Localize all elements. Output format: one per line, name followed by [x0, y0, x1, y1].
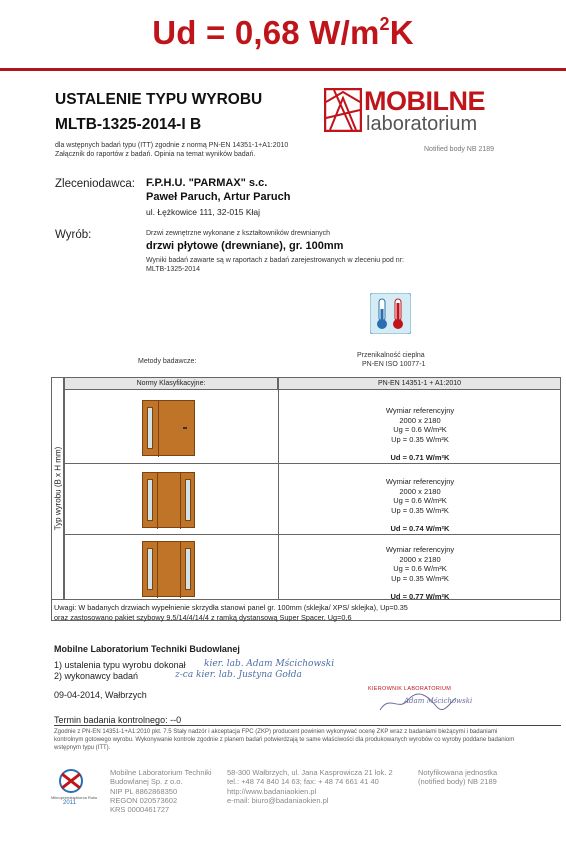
door-image-1: [142, 400, 195, 456]
row-3-values: Wymiar referencyjny 2000 x 2180 Ug = 0.6 W/m²K Up = 0.35 W/m²K Ud = 0.77 W/m²K: [279, 545, 561, 602]
signature-1: kier. lab. Adam Mścichowski: [204, 659, 335, 669]
lab-line-1: 1) ustalenia typu wyrobu dokonał: [54, 660, 186, 670]
norm-header-value: PN-EN 14351-1 + A1:2010: [278, 377, 561, 390]
side-label: Typ wyrobu (B x H mm): [53, 446, 63, 531]
client-label: Zleceniodawca:: [55, 178, 135, 190]
property-standard: PN-EN ISO 10077-1: [362, 361, 426, 368]
norm-header-label: Normy Klasyfikacyjne:: [64, 377, 278, 390]
issue-date: 09-04-2014, Wałbrzych: [54, 690, 147, 700]
table-note-2: oraz zastosowano pakiet szybowy 9,5/14/4/14/4 z ramką dystansową Super Spacer, Ug=0,6: [54, 613, 352, 622]
client-owners: Paweł Paruch, Artur Paruch: [146, 191, 291, 203]
fine-print-3: wstępnym typu (ITT).: [54, 745, 111, 751]
intro-line-1: dla wstępnych badań typu (ITT) zgodnie z normą PN-EN 14351-1+A1:2010: [55, 142, 289, 149]
signature-scribble-icon: [378, 692, 458, 714]
row-2-ud: Ud = 0.74 W/m²K: [390, 524, 450, 533]
footer-company: Mobilne Laboratorium Techniki Budowlanej Sp. z o.o. NIP PL 8862868350 REGON 020573602 KRS 0000461727: [110, 768, 212, 815]
lab-name: Mobilne Laboratorium Techniki Budowlanej: [54, 644, 240, 654]
row-3-ud: Ud = 0.77 W/m²K: [390, 592, 450, 601]
banner-title: Ud = 0,68 $W/m^2K$: [152, 14, 414, 51]
logo-text-laboratorium: laboratorium: [366, 113, 478, 135]
notified-body: Notified body NB 2189: [424, 146, 495, 153]
client-name: F.P.H.U. "PARMAX" s.c.: [146, 177, 268, 189]
stamp-signature: Adam Mścichowski: [404, 697, 473, 705]
product-desc-1: Drzwi zewnętrzne wykonane z kształtowników drewnianych: [146, 230, 331, 237]
doc-number: MLTB-1325-2014-I B: [55, 116, 202, 133]
door-image-2: [142, 472, 195, 528]
table-note-1: Uwagi: W badanych drzwiach wypełnienie skrzydła stanowi panel gr. 100mm (sklejka/ XPS/ sklejka), Up=0.35: [54, 603, 408, 612]
row-1-ud: Ud = 0.71 W/m²K: [390, 453, 450, 462]
door-image-3: [142, 541, 195, 597]
footer-notified: Notyfikowana jednostka (notified body) NB 2189: [418, 768, 498, 787]
lab-line-2: 2) wykonawcy badań: [54, 671, 139, 681]
thermal-icon: [370, 293, 411, 334]
banner-divider: [0, 68, 566, 71]
control-test-date: Termin badania kontrolnego: --0: [54, 715, 182, 725]
row-2-values: Wymiar referencyjny 2000 x 2180 Ug = 0.6 W/m²K Up = 0.35 W/m²K Ud = 0.74 W/m²K: [279, 477, 561, 534]
product-desc-2: drzwi płytowe (drewniane), gr. 100mm: [146, 240, 344, 252]
product-desc-4: MLTB-1325-2014: [146, 266, 200, 273]
methods-label: Metody badawcze:: [138, 358, 197, 365]
fine-print-1: Zgodnie z PN-EN 14351-1+A1:2010 pkt. 7.5 Stały nadzór i akceptacja FPC (ZKP) producent powinien wykonywać ocenę ZKP wraz z badaniami bieżącymi i badaniami: [54, 729, 498, 735]
signature-2: z-ca kier. lab. Justyna Gołda: [175, 670, 302, 680]
award-badge-icon: [56, 768, 86, 794]
mobilne-logo-icon: [324, 88, 362, 132]
product-desc-3: Wyniki badań zawarte są w raportach z badań zarejestrowanych w zleceniu pod nr:: [146, 257, 404, 264]
fine-print-2: kontrolnym gotowego wyrobu. Wykonywanie kontrole zgodnie z planem badań potwierdzają te same właściwości dla produkowanych wyrobów co wyroby poddane badaniom: [54, 737, 515, 743]
client-address: ul. Łężkowice 111, 32-015 Kłaj: [146, 207, 261, 217]
intro-line-2: Załącznik do raportów z badań. Opinia na temat wyników badań.: [55, 151, 256, 158]
doc-title: USTALENIE TYPU WYROBU: [55, 91, 263, 108]
row-1-values: Wymiar referencyjny 2000 x 2180 Ug = 0.6 W/m²K Up = 0.35 W/m²K Ud = 0.71 W/m²K: [279, 406, 561, 463]
logo-text-mobilne: MOBILNE: [364, 86, 485, 116]
award-year: 2011: [63, 800, 76, 806]
product-label: Wyrób:: [55, 229, 92, 241]
footer-contact: 58-300 Wałbrzych, ul. Jana Kasprowicza 21 lok. 2 tel.: +48 74 840 14 63; fax: + 48 74 661 41 40 http://www.badaniaokien.pl e-mail: biuro@badaniaokien.pl: [227, 768, 393, 805]
award-text: Mikroprzedsiębiorca Roku: [51, 795, 98, 800]
property-name: Przenikalność cieplna: [357, 352, 425, 359]
stamp-title: KIEROWNIK LABORATORIUM: [368, 686, 452, 692]
